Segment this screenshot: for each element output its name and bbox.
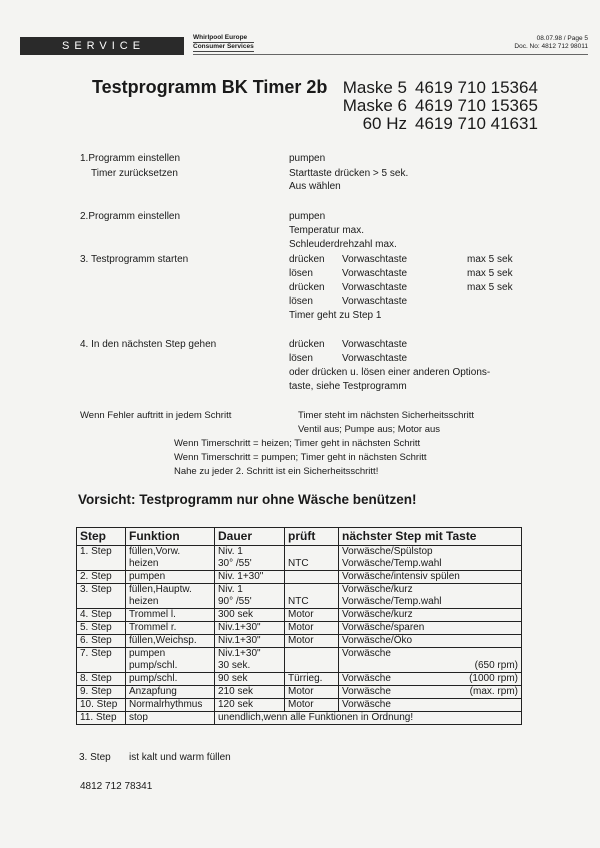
step3-time: max 5 sek [467, 282, 513, 293]
next-step-text: Vorwäsche [342, 648, 391, 659]
cell-step: 11. Step [77, 712, 126, 725]
company-line-1: Whirlpool Europe [193, 34, 254, 43]
cell-prueft [285, 546, 339, 559]
step3-key: Vorwaschtaste [342, 268, 408, 279]
next-step-text: Vorwäsche [342, 699, 391, 710]
next-step-text: Vorwäsche/Öko [342, 635, 413, 646]
table-row [77, 622, 522, 635]
cell-prueft: Türrieg. [285, 673, 339, 686]
footnote-text: ist kalt und warm füllen [129, 752, 231, 763]
warning-heading: Vorsicht: Testprogramm nur ohne Wäsche benützen! [78, 492, 417, 507]
cell-next [339, 699, 522, 712]
cell-step: 9. Step [77, 686, 126, 699]
next-step-text: Vorwäsche/intensiv spülen [342, 571, 460, 582]
step-table [76, 527, 522, 725]
cell-step: 8. Step [77, 673, 126, 686]
cell-next [339, 584, 522, 597]
cell-step: 2. Step [77, 571, 126, 584]
col-dauer: Dauer [215, 528, 285, 546]
cell-next [339, 609, 522, 622]
step3-action: lösen [289, 268, 313, 279]
cell-step: 1. Step [77, 546, 126, 559]
code-row: Maske 6 4619 710 15365 [342, 96, 538, 115]
next-step-text: Vorwäsche/Temp.wahl [342, 558, 442, 569]
table-body [77, 546, 522, 725]
step3-time: max 5 sek [467, 268, 513, 279]
table-header-row [77, 528, 522, 546]
page-title: Testprogramm BK Timer 2b [92, 77, 328, 97]
next-step-text: Vorwäsche/Spülstop [342, 546, 433, 557]
cell-next [339, 660, 522, 673]
col-prueft: prüft [285, 528, 339, 546]
cell-dauer: Niv.1+30" [215, 635, 285, 648]
next-step-text: Vorwäsche [342, 686, 391, 697]
step3-time: max 5 sek [467, 254, 513, 265]
cell-dauer: 30 sek. [215, 660, 285, 673]
table-row [77, 635, 522, 648]
header-divider [193, 54, 588, 55]
cell-prueft: Motor [285, 622, 339, 635]
cell-funktion: heizen [126, 558, 215, 571]
cell-funktion: pumpen [126, 571, 215, 584]
code-row: 60 Hz 4619 710 41631 [362, 114, 538, 133]
step4-line: oder drücken u. lösen einer anderen Options- [289, 367, 491, 378]
step3-action: lösen [289, 296, 313, 307]
step3-action: drücken [289, 254, 325, 265]
step1-title-b: Timer zurücksetzen [91, 168, 178, 179]
step4-title: 4. In den nächsten Step gehen [80, 339, 217, 350]
cell-prueft [285, 584, 339, 597]
error-line: Wenn Timerschritt = heizen; Timer geht in nächsten Schritt [174, 438, 421, 449]
step1-line: Aus wählen [289, 181, 341, 192]
cell-prueft: Motor [285, 635, 339, 648]
cell-funktion: füllen,Hauptw. [126, 584, 215, 597]
page-info [514, 35, 588, 51]
cell-prueft: Motor [285, 609, 339, 622]
cell-funktion: Normalrhythmus [126, 699, 215, 712]
step4-action: drücken [289, 339, 325, 350]
table-row [77, 686, 522, 699]
cell-next [339, 686, 522, 699]
step4-line: taste, siehe Testprogramm [289, 381, 407, 392]
cell-funktion: heizen [126, 596, 215, 609]
cell-dauer: 120 sek [215, 699, 285, 712]
code-row: Maske 5 4619 710 15364 [342, 78, 538, 97]
step2-line: pumpen [289, 211, 326, 222]
cell-dauer: 90° /55' [215, 596, 285, 609]
doc-number-header: Doc. No: 4812 712 98011 [514, 43, 588, 50]
col-next: nächster Step mit Taste [339, 528, 522, 546]
cell-prueft [285, 571, 339, 584]
error-line: Wenn Timerschritt = pumpen; Timer geht in nächsten Schritt [174, 452, 427, 463]
service-label: SERVICE [20, 37, 184, 55]
cell-dauer: 210 sek [215, 686, 285, 699]
cell-step: 3. Step [77, 584, 126, 597]
cell-dauer: Niv. 1+30" [215, 571, 285, 584]
step4-key: Vorwaschtaste [342, 353, 408, 364]
cell-funktion: füllen,Weichsp. [126, 635, 215, 648]
error-line: Ventil aus; Pumpe aus; Motor aus [298, 424, 441, 435]
step2-title: 2.Programm einstellen [80, 211, 181, 222]
step3-last: Timer geht zu Step 1 [289, 310, 382, 321]
table-row [77, 546, 522, 559]
cell-prueft: NTC [285, 596, 339, 609]
cell-prueft: Motor [285, 686, 339, 699]
company-line-2: Consumer Services [193, 43, 254, 50]
cell-next [339, 635, 522, 648]
table-row [77, 584, 522, 597]
rpm-value: (max. rpm) [469, 686, 518, 697]
rpm-value: (650 rpm) [474, 660, 518, 671]
cell-step: 10. Step [77, 699, 126, 712]
step2-line: Schleuderdrehzahl max. [289, 239, 397, 250]
step3-action: drücken [289, 282, 325, 293]
cell-dauer: 300 sek [215, 609, 285, 622]
cell-next [339, 596, 522, 609]
cell-next [339, 622, 522, 635]
cell-step [77, 660, 126, 673]
cell-step [77, 596, 126, 609]
cell-funktion: stop [126, 712, 215, 725]
error-intro: Wenn Fehler auftritt in jedem Schritt [80, 410, 232, 421]
step3-title: 3. Testprogramm starten [80, 254, 189, 265]
stop-note: unendlich,wenn alle Funktionen in Ordnung! [215, 712, 522, 725]
step2-line: Temperatur max. [289, 225, 365, 236]
cell-next [339, 558, 522, 571]
table-row [77, 609, 522, 622]
next-step-text: Vorwäsche/sparen [342, 622, 425, 633]
cell-funktion: füllen,Vorw. [126, 546, 215, 559]
cell-next [339, 546, 522, 559]
cell-funktion: pumpen [126, 648, 215, 661]
next-step-text: Vorwäsche/Temp.wahl [342, 596, 442, 607]
cell-dauer: 30° /55' [215, 558, 285, 571]
cell-dauer: Niv. 1 [215, 584, 285, 597]
table-row [77, 596, 522, 609]
cell-prueft [285, 660, 339, 673]
footnote-step: 3. Step [79, 752, 111, 763]
cell-dauer: 90 sek [215, 673, 285, 686]
next-step-text: Vorwäsche [342, 673, 391, 684]
step1-line: pumpen [289, 153, 326, 164]
table-row [77, 712, 522, 725]
table-row [77, 699, 522, 712]
step4-key: Vorwaschtaste [342, 339, 408, 350]
error-line: Nahe zu jeder 2. Schritt ist ein Sicherheitsschritt! [174, 466, 379, 477]
date-page: 08.07.98 / Page 5 [536, 35, 588, 42]
cell-prueft [285, 648, 339, 661]
company-block [193, 34, 254, 52]
table-row [77, 571, 522, 584]
cell-funktion: Trommel l. [126, 609, 215, 622]
cell-next [339, 648, 522, 661]
cell-step: 6. Step [77, 635, 126, 648]
error-line: Timer steht im nächsten Sicherheitsschritt [298, 410, 474, 421]
cell-funktion: Anzapfung [126, 686, 215, 699]
next-step-text: Vorwäsche/kurz [342, 609, 413, 620]
cell-step: 5. Step [77, 622, 126, 635]
document-number: 4812 712 78341 [80, 781, 153, 792]
cell-next [339, 571, 522, 584]
col-step: Step [77, 528, 126, 546]
step4-action: lösen [289, 353, 313, 364]
cell-dauer: Niv.1+30" [215, 622, 285, 635]
cell-funktion: pump/schl. [126, 660, 215, 673]
step1-title-a: 1.Programm einstellen [80, 153, 181, 164]
rpm-value: (1000 rpm) [469, 673, 518, 684]
step3-key: Vorwaschtaste [342, 254, 408, 265]
table-row [77, 648, 522, 661]
step3-key: Vorwaschtaste [342, 296, 408, 307]
cell-step: 7. Step [77, 648, 126, 661]
step1-line: Starttaste drücken > 5 sek. [289, 168, 409, 179]
cell-funktion: pump/schl. [126, 673, 215, 686]
step3-key: Vorwaschtaste [342, 282, 408, 293]
next-step-text: Vorwäsche/kurz [342, 584, 413, 595]
table-row [77, 660, 522, 673]
cell-prueft: NTC [285, 558, 339, 571]
part-codes [334, 79, 538, 133]
cell-step [77, 558, 126, 571]
cell-dauer: Niv.1+30" [215, 648, 285, 661]
cell-step: 4. Step [77, 609, 126, 622]
table-row [77, 673, 522, 686]
cell-prueft: Motor [285, 699, 339, 712]
table-row [77, 558, 522, 571]
cell-next [339, 673, 522, 686]
col-funktion: Funktion [126, 528, 215, 546]
cell-dauer: Niv. 1 [215, 546, 285, 559]
cell-funktion: Trommel r. [126, 622, 215, 635]
